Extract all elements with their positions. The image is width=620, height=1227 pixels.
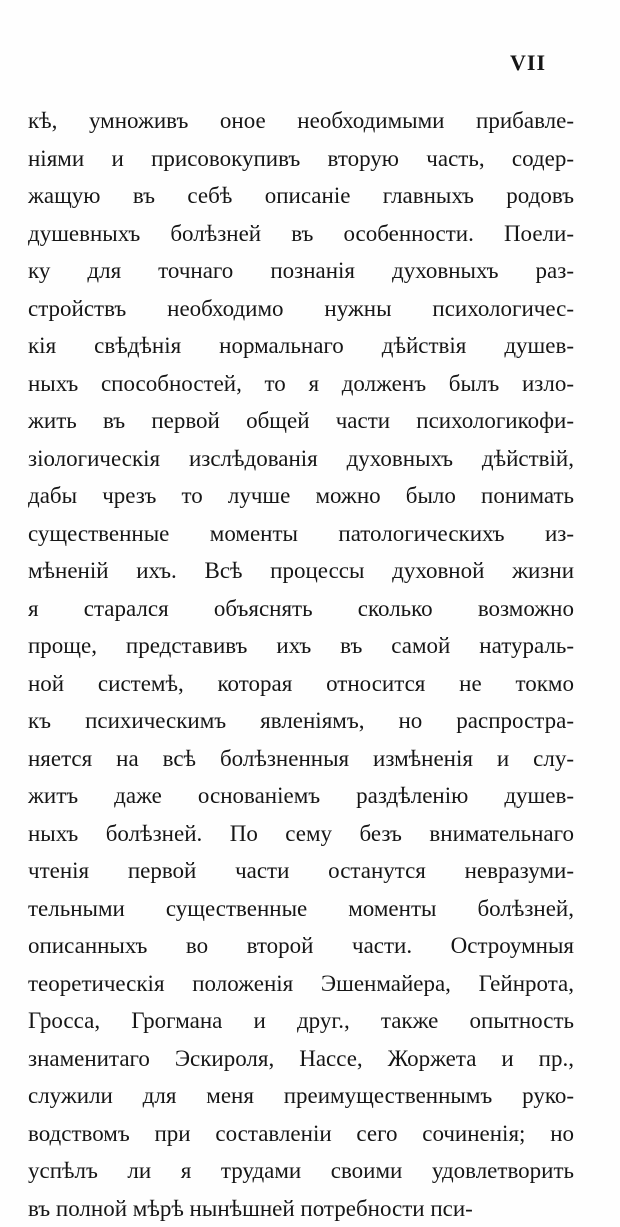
text-line: успѣлъ ли я трудами своими удовлетворить xyxy=(28,1152,574,1190)
text-line: жащую въ себѣ описаніе главныхъ родовъ xyxy=(28,177,574,215)
text-line: ной системѣ, которая относится не токмо xyxy=(28,665,574,703)
text-line: чтенія первой части останутся невразуми- xyxy=(28,852,574,890)
text-line: зіологическія изслѣдованія духовныхъ дѣйствій, xyxy=(28,440,574,478)
text-line: няется на всѣ болѣзненныя измѣненія и слу- xyxy=(28,740,574,778)
text-line: тельными существенные моменты болѣзней, xyxy=(28,890,574,928)
body-text xyxy=(28,102,574,1227)
text-line: служили для меня преимущественнымъ руко- xyxy=(28,1077,574,1115)
text-line: житъ даже основаніемъ раздѣленію душев- xyxy=(28,777,574,815)
text-line: стройствъ необходимо нужны психологичес- xyxy=(28,290,574,328)
text-line: я старался объяснять сколько возможно xyxy=(28,590,574,628)
text-line: ныхъ болѣзней. По сему безъ внимательнаго xyxy=(28,815,574,853)
text-line: описанныхъ во второй части. Остроумныя xyxy=(28,927,574,965)
text-line: ныхъ способностей, то я долженъ былъ изло- xyxy=(28,365,574,403)
text-line: дабы чрезъ то лучше можно было понимать xyxy=(28,477,574,515)
text-line: кѣ, умноживъ оное необходимыми прибавле- xyxy=(28,102,574,140)
text-line: къ психическимъ явленіямъ, но распростра- xyxy=(28,702,574,740)
text-line: мѣненій ихъ. Всѣ процессы духовной жизни xyxy=(28,552,574,590)
text-line: душевныхъ болѣзней въ особенности. Поели- xyxy=(28,215,574,253)
text-line: существенные моменты патологическихъ из- xyxy=(28,515,574,553)
text-line: теоретическія положенія Эшенмайера, Гейнрота, xyxy=(28,965,574,1003)
text-line: проще, представивъ ихъ въ самой натураль- xyxy=(28,627,574,665)
text-line: ку для точнаго познанія духовныхъ раз- xyxy=(28,252,574,290)
text-line: водствомъ при составленіи сего сочиненія; но xyxy=(28,1115,574,1153)
text-line: знаменитаго Эскироля, Нассе, Жоржета и пр., xyxy=(28,1040,574,1078)
page-number: VII xyxy=(510,50,546,76)
text-line: въ полной мѣрѣ нынѣшней потребности пси- xyxy=(28,1190,574,1227)
text-line: кія свѣдѣнія нормальнаго дѣйствія душев- xyxy=(28,327,574,365)
text-line: жить въ первой общей части психологикофи- xyxy=(28,402,574,440)
text-line: Гросса, Грогмана и друг., также опытность xyxy=(28,1002,574,1040)
text-line: ніями и присовокупивъ вторую часть, содер- xyxy=(28,140,574,178)
